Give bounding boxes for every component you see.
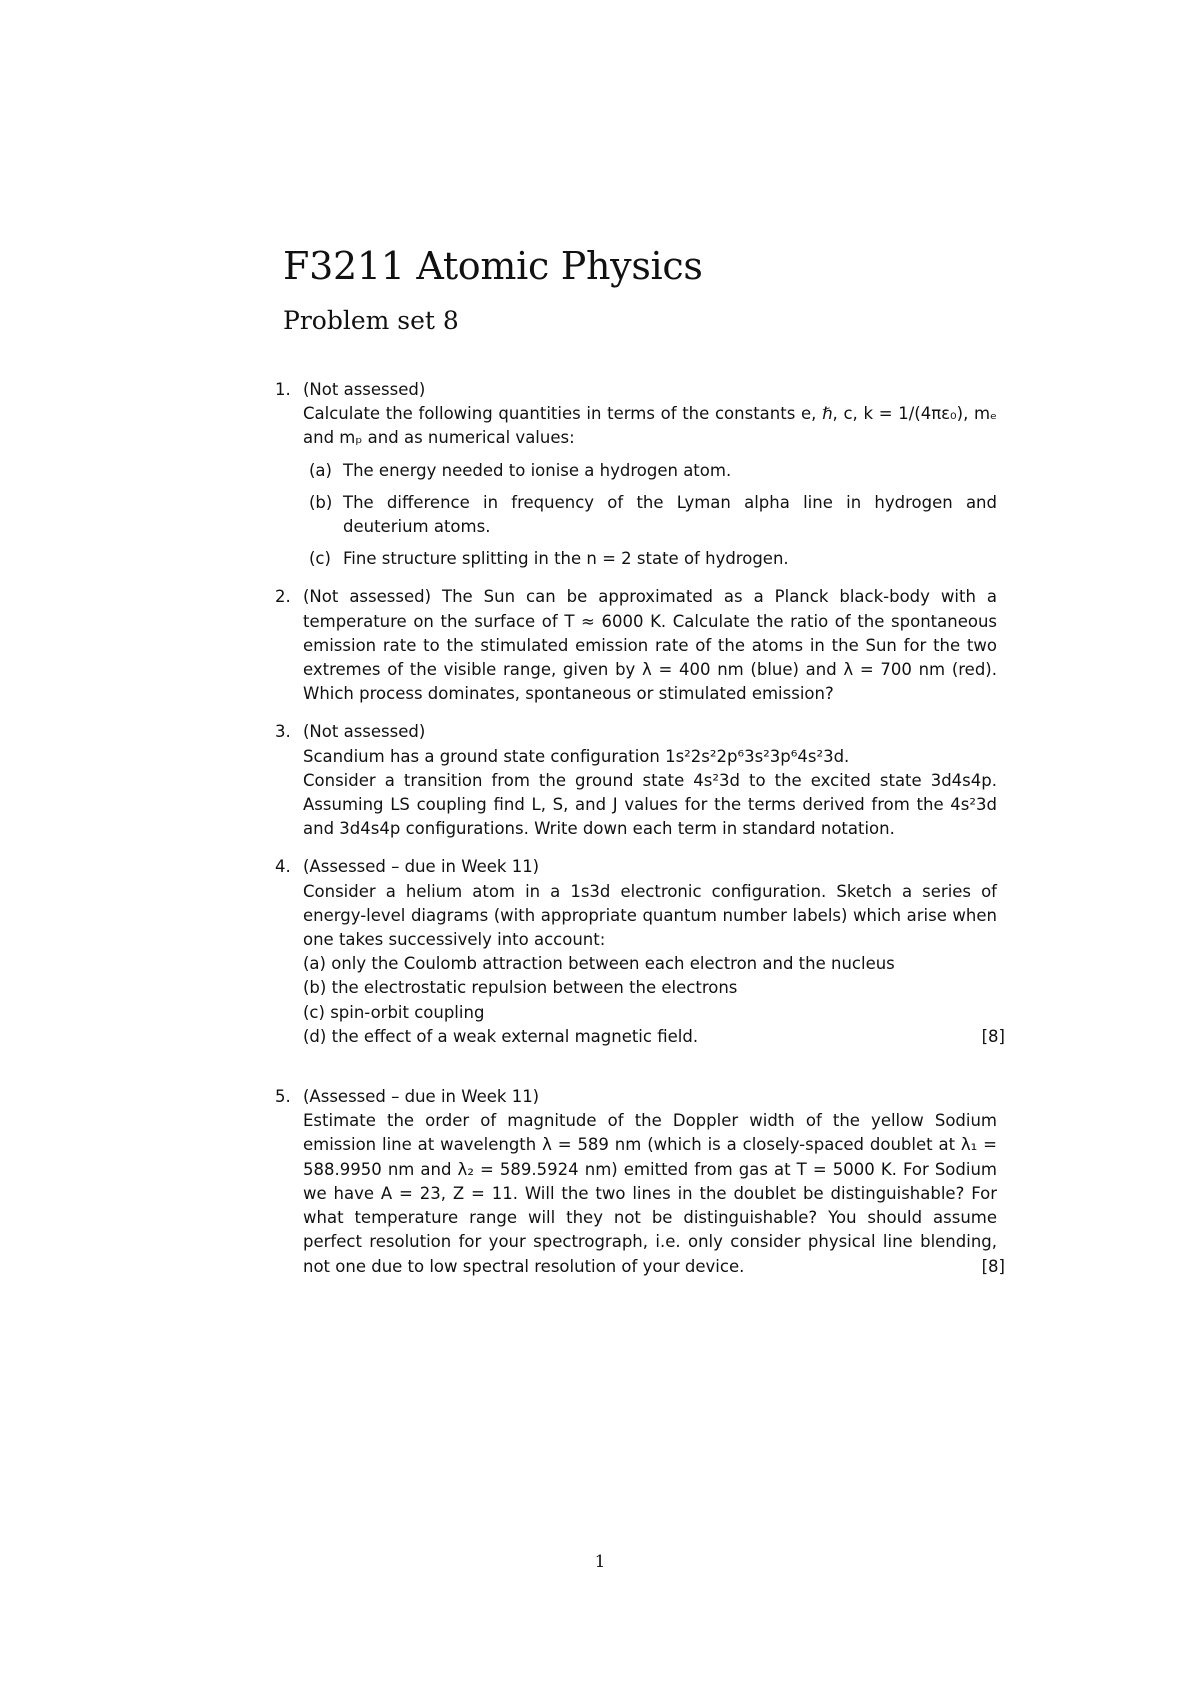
problem-3 — [275, 720, 997, 841]
subquestion-label: (c) — [309, 549, 331, 569]
step-item: (a) only the Coulomb attraction between each electron and the nucleus — [303, 954, 895, 974]
problem-number: 2. — [275, 587, 291, 607]
marks-label: [8] — [981, 1026, 1005, 1046]
problem-set-subtitle: Problem set 8 — [283, 306, 459, 335]
problem-2 — [275, 585, 997, 706]
problem-1 — [275, 378, 997, 571]
problem-intro: Calculate the following quantities in terms of the constants e, ℏ, c, k = 1/(4πε₀), mₑ and mₚ and as numerical values: — [303, 404, 997, 448]
problem-tag: (Not assessed) — [303, 722, 426, 742]
subquestion-label: (a) — [309, 460, 332, 480]
page-number: 1 — [594, 1552, 606, 1572]
subquestion-label: (b) — [309, 492, 333, 512]
problem-configuration-line: Scandium has a ground state configuration 1s²2s²2p⁶3s²3p⁶4s²3d. — [303, 746, 850, 766]
problem-text: Consider a helium atom in a 1s3d electronic configuration. Sketch a series of energy-level diagrams (with appropriate quantum number labels) which arise when one takes successively into account: — [303, 881, 997, 950]
marks-label: [8] — [981, 1256, 1005, 1276]
problem-tag: (Assessed – due in Week 11) — [303, 857, 540, 877]
step-item: (b) the electrostatic repulsion between the electrons — [303, 978, 738, 998]
problem-list — [275, 378, 1005, 1293]
problem-4 — [275, 855, 1005, 1049]
problem-number: 4. — [275, 857, 291, 877]
problem-tag: (Not assessed) — [303, 380, 426, 399]
problem-number: 5. — [275, 1087, 291, 1107]
subquestion-a — [303, 459, 997, 483]
problem-5 — [275, 1085, 1005, 1279]
subquestion-text: Fine structure splitting in the n = 2 state of hydrogen. — [343, 549, 789, 569]
problem-text: (Not assessed) The Sun can be approximated as a Planck black-body with a temperature on the surface of T ≈ 6000 K. Calculate the ratio of the spontaneous emission rate to the stimulated emission rate of the atoms in the Sun for the two extremes of the visible range, given by λ = 400 nm (blue) and λ = 700 nm (red). Which process dominates, spontaneous or stimulated emission? — [303, 587, 997, 704]
subquestion-text: The difference in frequency of the Lyman alpha line in hydrogen and deuterium atoms. — [343, 492, 997, 537]
subquestion-b — [303, 491, 997, 539]
step-item: (c) spin-orbit coupling — [303, 1002, 485, 1022]
problem-number: 3. — [275, 722, 291, 742]
problem-number: 1. — [275, 380, 291, 399]
subquestion-c — [303, 547, 997, 571]
spacer — [275, 1063, 997, 1085]
problem-text: Estimate the order of magnitude of the Doppler width of the yellow Sodium emission line at wavelength λ = 589 nm (which is a closely-spaced doublet at λ₁ = 588.9950 nm and λ₂ = 589.5924 nm) emitted from gas at T = 5000 K. For Sodium we have A = 23, Z = 11. Will the two lines in the doublet be distinguishable? For what temperature range will they not be distinguishable? You should assume perfect resolution for your spectrograph, i.e. only consider physical line blending, not one due to low spectral resolution of your device. — [303, 1111, 997, 1276]
problem-text: Consider a transition from the ground state 4s²3d to the excited state 3d4s4p. Assuming LS coupling find L, S, and J values for the terms derived from the 4s²3d and 3d4s4p configurations. Write down each term in standard notation. — [303, 770, 997, 839]
problem-tag: (Assessed – due in Week 11) — [303, 1087, 540, 1107]
subquestion-text: The energy needed to ionise a hydrogen atom. — [343, 460, 732, 480]
subquestion-list — [303, 459, 997, 572]
step-item: (d) the effect of a weak external magnetic field. — [303, 1026, 699, 1046]
document-title: F3211 Atomic Physics — [283, 244, 703, 288]
